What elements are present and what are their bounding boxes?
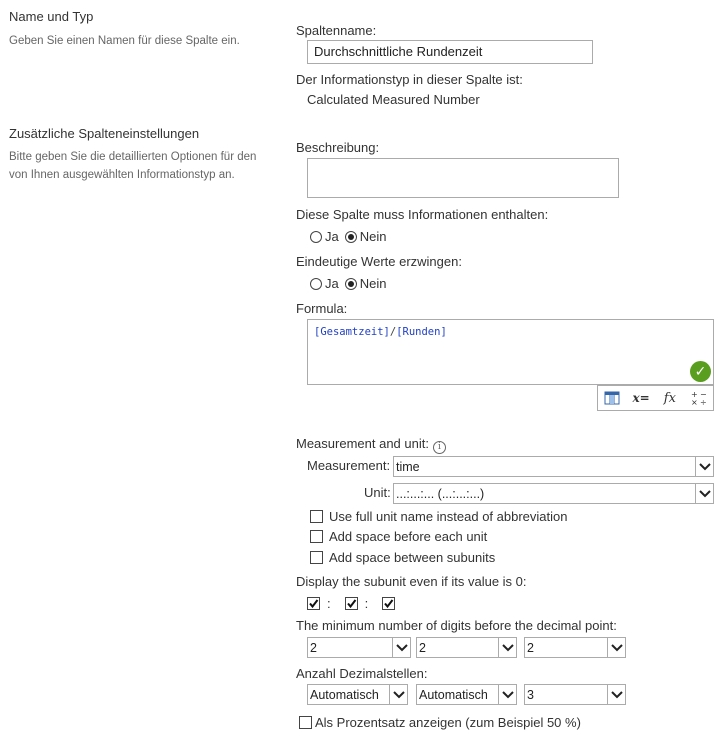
full-unit-name-option <box>310 509 567 524</box>
required-no-label: Nein <box>359 229 387 244</box>
min-digits-select-1[interactable] <box>307 637 411 658</box>
subunit-check-1[interactable] <box>307 597 320 610</box>
subunit-check-3[interactable] <box>382 597 395 610</box>
svg-text:+: + <box>690 390 698 399</box>
formula-label: Formula: <box>296 301 348 316</box>
decimals-select-2[interactable] <box>416 684 517 705</box>
unique-no-radio[interactable] <box>345 278 357 290</box>
decimals-value-2: Automatisch <box>419 687 488 702</box>
min-digits-value-2: 2 <box>419 640 426 655</box>
section-title-settings: Zusätzliche Spalteneinstellungen <box>9 126 200 141</box>
unique-no-label: Nein <box>359 276 387 291</box>
formula-field-runden[interactable]: [Runden] <box>396 326 447 338</box>
svg-text:÷: ÷ <box>699 398 707 406</box>
column-name-label: Spaltenname: <box>296 23 377 38</box>
subunit-display-label: Display the subunit even if its value is 0: <box>296 574 527 589</box>
info-type-label: Der Informationstyp in dieser Spalte ist: <box>296 72 523 87</box>
space-between-subunits-option <box>310 550 495 565</box>
unit-select-value: ...:...:... (...:...:...) <box>396 486 485 501</box>
chevron-down-icon <box>695 457 713 476</box>
info-icon[interactable]: i <box>433 441 446 454</box>
measurement-select[interactable] <box>393 456 714 477</box>
measurement-select-value: time <box>396 459 420 474</box>
percent-option <box>299 715 581 730</box>
unique-yes-radio[interactable] <box>310 278 322 290</box>
function-icon[interactable]: fx <box>663 390 676 406</box>
required-no-radio[interactable] <box>345 231 357 243</box>
chevron-down-icon <box>607 638 625 657</box>
operators-icon[interactable] <box>684 387 713 409</box>
description-textarea[interactable] <box>307 158 619 198</box>
decimals-select-3[interactable] <box>524 684 626 705</box>
variable-icon[interactable]: x= <box>632 391 650 405</box>
formula-valid-check-icon: ✓ <box>690 361 711 382</box>
required-radio-group <box>310 229 392 244</box>
percent-checkbox[interactable] <box>299 716 312 729</box>
unique-radio-group <box>310 276 392 291</box>
info-type-value: Calculated Measured Number <box>307 92 480 107</box>
subunit-separator-1: : <box>327 596 331 611</box>
unit-label: Unit: <box>364 485 391 500</box>
space-before-unit-checkbox[interactable] <box>310 530 323 543</box>
required-yes-label: Ja <box>325 229 339 244</box>
formula-field-gesamtzeit[interactable]: [Gesamtzeit] <box>314 326 390 338</box>
decimals-value-1: Automatisch <box>310 687 379 702</box>
required-label: Diese Spalte muss Informationen enthalten: <box>296 207 549 222</box>
decimals-select-1[interactable] <box>307 684 408 705</box>
chevron-down-icon <box>607 685 625 704</box>
formula-toolbar <box>597 385 714 411</box>
required-yes-radio[interactable] <box>310 231 322 243</box>
space-between-subunits-checkbox[interactable] <box>310 551 323 564</box>
chevron-down-icon <box>389 685 407 704</box>
chevron-down-icon <box>392 638 410 657</box>
decimals-value-3: 3 <box>527 687 534 702</box>
table-icon[interactable] <box>598 387 627 409</box>
measurement-label: Measurement: <box>307 458 391 473</box>
measurement-unit-label-text: Measurement and unit: <box>296 436 429 451</box>
chevron-down-icon <box>695 484 713 503</box>
space-before-unit-option <box>310 529 487 544</box>
min-digits-select-2[interactable] <box>416 637 517 658</box>
full-unit-name-checkbox[interactable] <box>310 510 323 523</box>
min-digits-value-3: 2 <box>527 640 534 655</box>
section-desc-name: Geben Sie einen Namen für diese Spalte ein. <box>9 35 240 47</box>
formula-operator: / <box>389 326 397 338</box>
unique-yes-label: Ja <box>325 276 339 291</box>
min-digits-select-3[interactable] <box>524 637 626 658</box>
section-desc-settings: Bitte geben Sie die detaillierten Optionen für den von Ihnen ausgewählten Informationstyp an. <box>9 151 257 181</box>
svg-text:−: − <box>699 390 707 399</box>
space-between-subunits-label: Add space between subunits <box>329 550 496 565</box>
section-title-name: Name und Typ <box>9 9 94 24</box>
formula-editor[interactable] <box>307 319 714 385</box>
chevron-down-icon <box>498 685 516 704</box>
chevron-down-icon <box>498 638 516 657</box>
percent-label: Als Prozentsatz anzeigen (zum Beispiel 50 %) <box>315 715 581 730</box>
decimals-label: Anzahl Dezimalstellen: <box>296 666 428 681</box>
space-before-unit-label: Add space before each unit <box>329 529 488 544</box>
min-digits-label: The minimum number of digits before the decimal point: <box>296 618 617 633</box>
formula-text <box>314 326 447 338</box>
svg-text:×: × <box>690 398 698 406</box>
full-unit-name-label: Use full unit name instead of abbreviation <box>329 509 568 524</box>
unit-select[interactable] <box>393 483 714 504</box>
subunit-check-2[interactable] <box>345 597 358 610</box>
measurement-unit-label <box>296 436 446 454</box>
subunit-checks <box>307 596 401 611</box>
subunit-separator-2: : <box>364 596 369 611</box>
description-label: Beschreibung: <box>296 140 380 155</box>
min-digits-value-1: 2 <box>310 640 317 655</box>
column-name-input[interactable]: Durchschnittliche Rundenzeit <box>307 40 593 64</box>
unique-label: Eindeutige Werte erzwingen: <box>296 254 462 269</box>
